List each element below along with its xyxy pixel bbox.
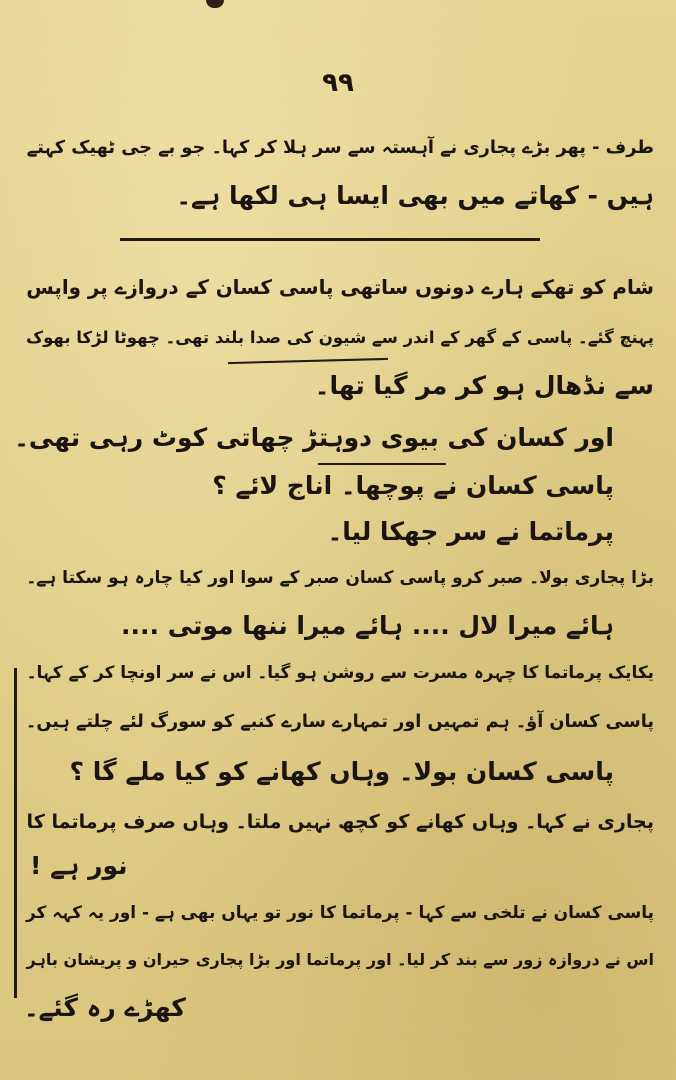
text-line: ہیں - کھاتے میں بھی ایسا ہی لکھا ہے۔ bbox=[176, 181, 654, 210]
text-line: شام کو تھکے ہارے دونوں ساتھی پاسی کسان کے دروازے پر واپس bbox=[26, 276, 654, 299]
ink-smudge bbox=[206, 0, 224, 8]
text-line: یکایک پرماتما کا چہرہ مسرت سے روشن ہو گیا۔ اس نے سر اونچا کر کے کہا۔ bbox=[26, 662, 654, 682]
handwritten-underline bbox=[318, 463, 446, 465]
text-line: سے نڈھال ہو کر مر گیا تھا۔ bbox=[314, 371, 654, 400]
text-line: ہائے میرا لال .... ہائے میرا ننھا موتی .... bbox=[121, 611, 614, 640]
text-line: نور ہے ! bbox=[30, 851, 128, 880]
text-line: بڑا پجاری بولا۔ صبر کرو پاسی کسان صبر کے سوا اور کیا چارہ ہو سکتا ہے۔ bbox=[26, 568, 654, 588]
margin-bracket-mark bbox=[14, 668, 17, 998]
text-line: پاسی کسان نے پوچھا۔ اناج لائے ؟ bbox=[212, 471, 614, 500]
handwritten-underline bbox=[228, 358, 388, 364]
text-line: پاسی کسان بولا۔ وہاں کھانے کو کیا ملے گا ؟ bbox=[69, 757, 614, 786]
text-line: پجاری نے کہا۔ وہاں کھانے کو کچھ نہیں ملتا۔ وہاں صرف پرماتما کا bbox=[26, 810, 654, 833]
text-line: پہنچ گئے۔ پاسی کے گھر کے اندر سے شیون کی صدا بلند تھی۔ چھوٹا لڑکا بھوک bbox=[26, 328, 654, 347]
text-line: طرف - پھر بڑے پجاری نے آہستہ سے سر ہلا کر کہا۔ جو بے جی ٹھیک کہتے bbox=[26, 138, 654, 158]
text-line: پرماتما نے سر جھکا لیا۔ bbox=[327, 517, 614, 546]
page-number: ۹۹ bbox=[322, 68, 354, 98]
text-line: پاسی کسان نے تلخی سے کہا - پرماتما کا نور تو یہاں بھی ہے - اور یہ کہہ کر bbox=[25, 902, 654, 922]
text-line: کھڑے رہ گئے۔ bbox=[24, 993, 186, 1022]
section-divider bbox=[120, 238, 540, 241]
text-line: پاسی کسان آؤ۔ ہم تمہیں اور تمہارے سارے کنبے کو سورگ لئے چلتے ہیں۔ bbox=[26, 712, 654, 732]
text-line: اس نے دروازہ زور سے بند کر لیا۔ اور پرماتما اور بڑا پجاری حیران و پریشان باہر bbox=[26, 950, 654, 969]
text-line: اور کسان کی بیوی دوہتڑ چھاتی کوٹ رہی تھی۔ bbox=[14, 423, 614, 452]
